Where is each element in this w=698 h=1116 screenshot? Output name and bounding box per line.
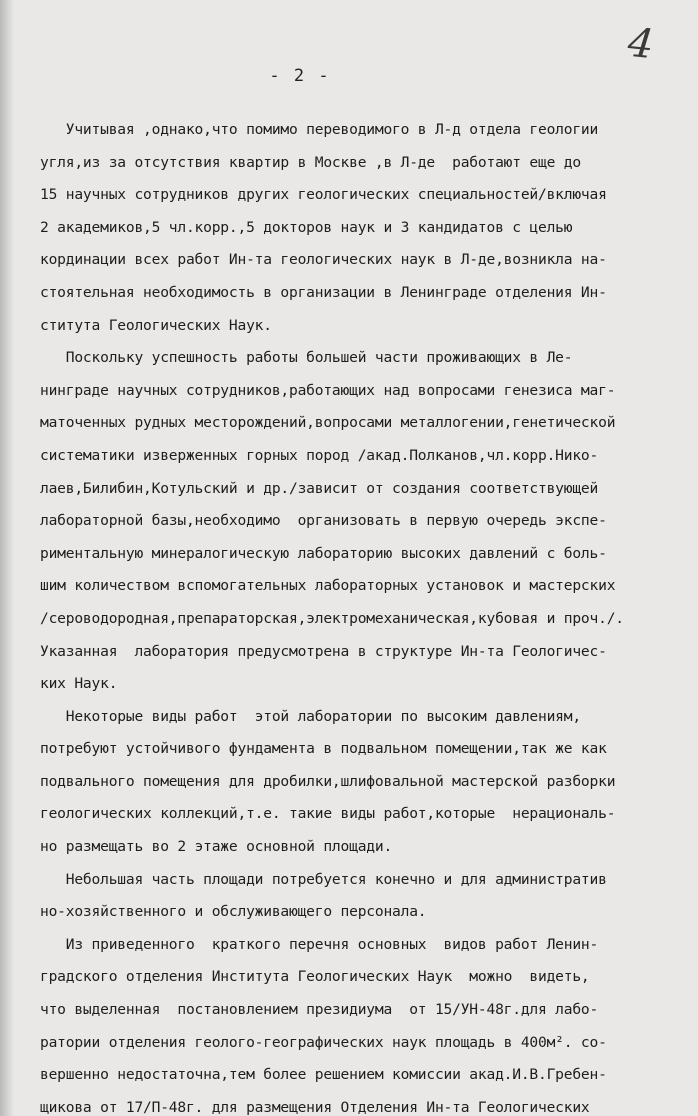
text-line: геологических коллекций,т.е. такие виды работ,которые нерациональ- — [40, 805, 616, 823]
text-line: нинграде научных сотрудников,работающих над вопросами генезиса маг- — [40, 381, 616, 399]
text-line: потребуют устойчивого фундамента в подвальном помещении,так же как — [40, 740, 607, 758]
text-line: что выделенная постановлением президиума от 15/УН-48г.для лабо- — [40, 1001, 599, 1019]
text-line: Поскольку успешность работы большей части проживающих в Ле- — [40, 349, 573, 367]
text-line: маточенных рудных месторождений,вопросами металлогении,генетической — [40, 414, 616, 432]
text-line: вершенно недостаточна,тем более решением комиссии акад.И.В.Гребен- — [40, 1066, 607, 1084]
text-line: систематики изверженных горных пород /акад.Полканов,чл.корр.Нико- — [40, 446, 599, 464]
text-line: /сероводородная,препараторская,электромеханическая,кубовая и проч./. — [40, 609, 624, 627]
text-line: щикова от 17/П-48г. для размещения Отделения Ин-та Геологических — [40, 1098, 590, 1116]
text-line: но-хозяйственного и обслуживающего персонала. — [40, 903, 427, 921]
text-line: 15 научных сотрудников других геологических специальностей/включая — [40, 186, 607, 204]
text-line: лабораторной базы,необходимо организовать в первую очередь экспе- — [40, 512, 607, 530]
page-number: - 2 - — [269, 66, 331, 86]
text-line: Указанная лаборатория предусмотрена в структуре Ин-та Геологичес- — [40, 642, 607, 660]
text-line: но размещать во 2 этаже основной площади. — [40, 838, 393, 856]
text-line: кординации всех работ Ин-та геологических наук в Л-де,возникла на- — [40, 251, 607, 269]
handwritten-page-mark: 4 — [625, 19, 656, 69]
text-line: Учитывая ,однако,что помимо переводимого в Л-д отдела геологии — [40, 121, 599, 138]
document-body — [40, 114, 698, 1116]
text-line: угля,из за отсутствия квартир в Москве ,в Л-де работают еще до — [40, 153, 581, 171]
text-line: ких Наук. — [40, 675, 118, 693]
text-line: стоятельная необходимость в организации в Ленинграде отделения Ин- — [40, 283, 607, 301]
text-line: лаев,Билибин,Котульский и др./зависит от создания соответствующей — [40, 479, 599, 497]
text-line: Из приведенного краткого перечня основных видов работ Ленин- — [40, 935, 599, 953]
text-line: Небольшая часть площади потребуется конечно и для административ — [40, 870, 607, 888]
text-line: подвального помещения для дробилки,шлифовальной мастерской разборки — [40, 772, 616, 790]
text-line: шим количеством вспомогательных лабораторных установок и мастерских — [40, 577, 616, 595]
text-line: риментальную минералогическую лабораторию высоких давлений с боль- — [40, 544, 607, 562]
text-line: 2 академиков,5 чл.корр.,5 докторов наук и 3 кандидатов с целью — [40, 218, 573, 236]
text-line: Некоторые виды работ этой лаборатории по высоким давлениям, — [40, 707, 581, 725]
text-line: ститута Геологических Наук. — [40, 316, 272, 334]
text-line: ратории отделения геолого-географических наук площадь в 400м². со- — [40, 1033, 607, 1051]
text-line: градского отделения Института Геологических Наук можно видеть, — [40, 968, 590, 986]
